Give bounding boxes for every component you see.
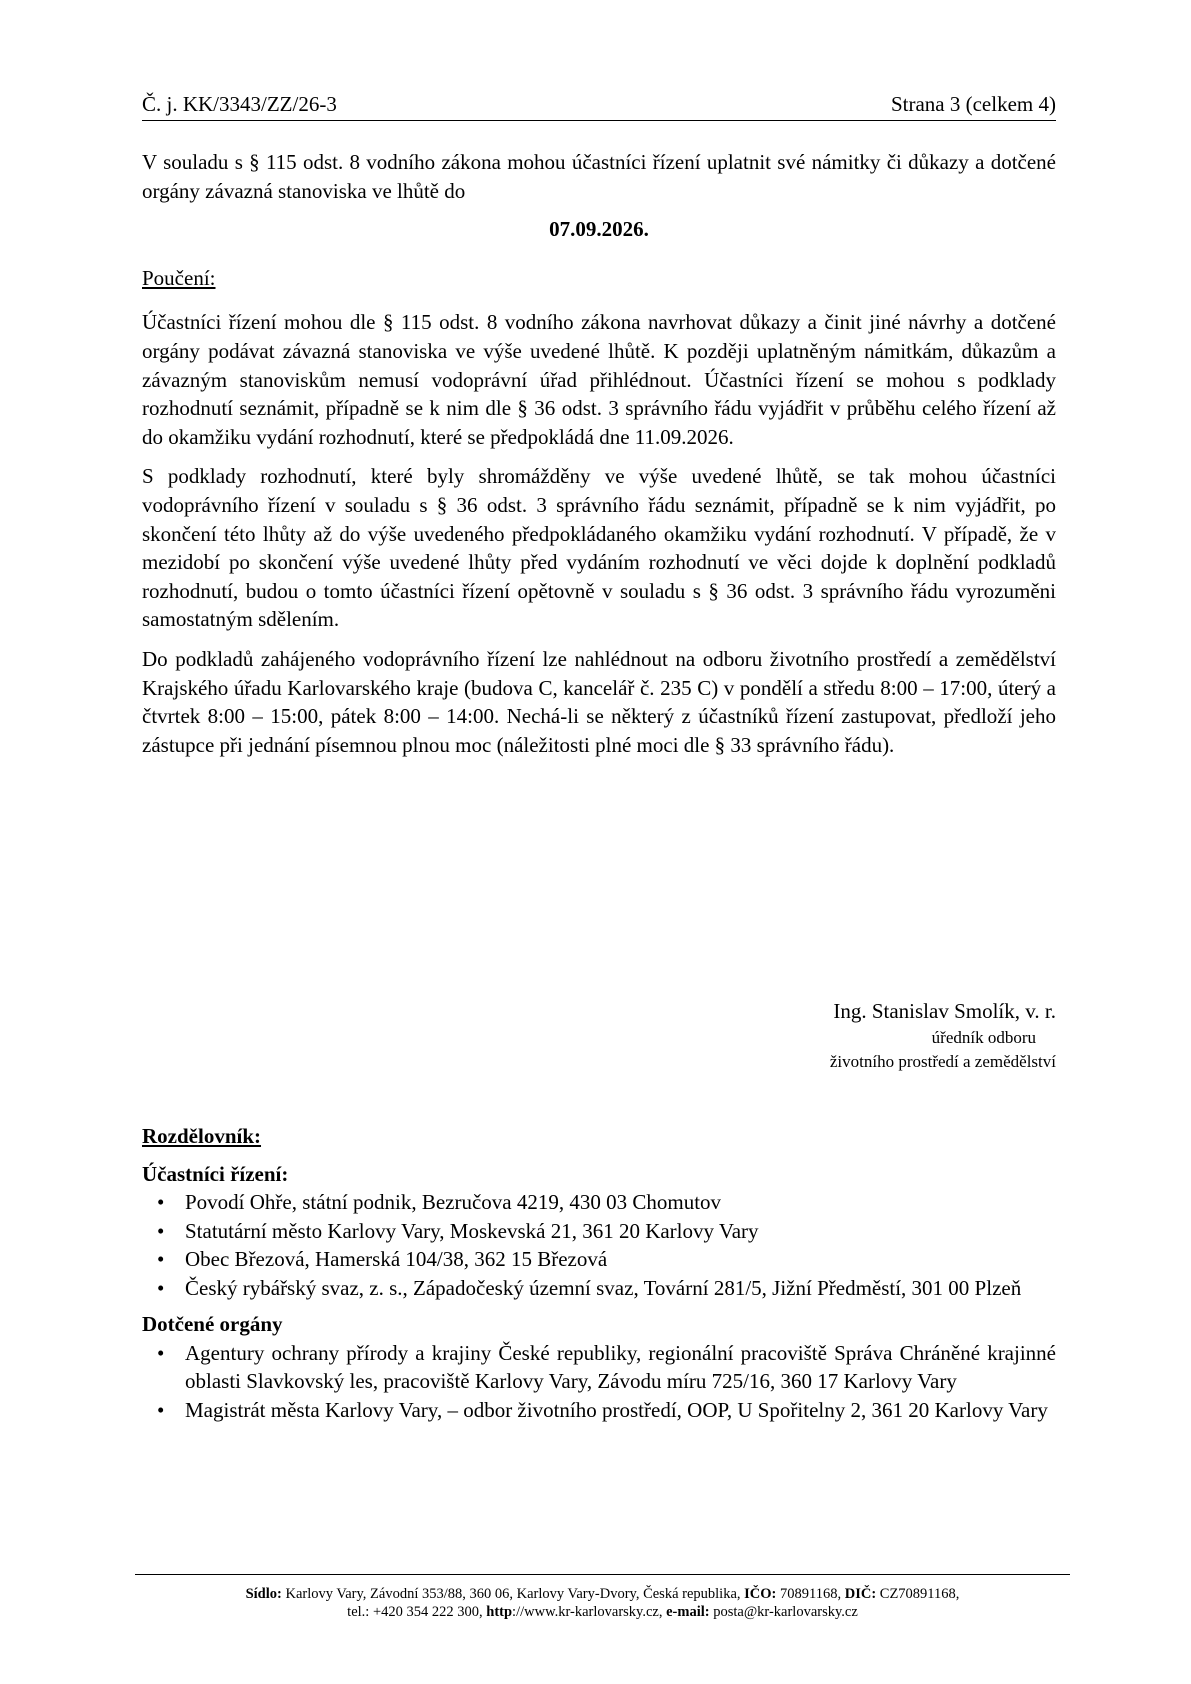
distribution-list bbox=[142, 1122, 1056, 1424]
document-body bbox=[142, 148, 1056, 759]
footer-line-1 bbox=[135, 1585, 1070, 1603]
authorities-list bbox=[142, 1339, 1056, 1425]
page-header bbox=[142, 86, 1056, 121]
footer-line-2 bbox=[135, 1603, 1070, 1621]
email-label: e-mail: bbox=[666, 1604, 710, 1620]
deadline-date: 07.09.2026. bbox=[549, 217, 649, 242]
signatory-department: životního prostředí a zemědělství bbox=[829, 1052, 1056, 1071]
list-item: • Statutární město Karlovy Vary, Moskevská 21, 361 20 Karlovy Vary bbox=[142, 1217, 1056, 1246]
ico-value: 70891168, bbox=[776, 1586, 845, 1602]
intro-paragraph: V souladu s § 115 odst. 8 vodního zákona mohou účastníci řízení uplatnit své námitky či důkazy a dotčené orgány závazná stanoviska ve lhůtě do bbox=[142, 150, 1056, 203]
dic-value: CZ70891168, bbox=[876, 1586, 960, 1602]
seat-label: Sídlo: bbox=[245, 1586, 282, 1602]
seat-text: Karlovy Vary, Závodní 353/88, 360 06, Karlovy Vary-Dvory, Česká republika, bbox=[281, 1586, 745, 1602]
web-link[interactable]: ://www.kr-karlovarsky.cz, bbox=[512, 1604, 667, 1620]
page-number: Strana 3 (celkem 4) bbox=[890, 92, 1056, 116]
signatory-name: Ing. Stanislav Smolík, v. r. bbox=[833, 999, 1056, 1023]
instruction-paragraph: Do podkladů zahájeného vodoprávního řízení lze nahlédnout na odboru životního prostředí a zemědělství Krajského úřadu Karlovarského kraje (budova C, kancelář č. 235 C) v pondělí a středu 8:00 – 17:00, úterý a čtvrtek 8:00 – 15:00, pátek 8:00 – 14:00. Nechá-li se některý z účastníků řízení zastupovat, předloží jeho zástupce při jednání písemnou plnou moc (náležitosti plné moci dle § 33 správního řádu). bbox=[142, 646, 1056, 757]
list-item: • Magistrát města Karlovy Vary, – odbor životního prostředí, OOP, U Spořitelny 2, 361 20 Karlovy Vary bbox=[142, 1396, 1056, 1425]
participants-heading: Účastníci řízení: bbox=[142, 1161, 289, 1186]
list-item: • Povodí Ohře, státní podnik, Bezručova 4219, 430 03 Chomutov bbox=[142, 1188, 1056, 1217]
email-link[interactable]: posta@kr-karlovarsky.cz bbox=[709, 1604, 858, 1620]
instruction-heading: Poučení: bbox=[142, 265, 216, 290]
dic-label: DIČ: bbox=[844, 1586, 877, 1602]
authorities-heading: Dotčené orgány bbox=[142, 1312, 283, 1336]
phone-text: tel.: +420 354 222 300, bbox=[347, 1604, 487, 1620]
reference-number: Č. j. KK/3343/ZZ/26-3 bbox=[142, 92, 337, 116]
ico-label: IČO: bbox=[744, 1586, 777, 1602]
web-label: http bbox=[486, 1604, 513, 1620]
participants-list bbox=[142, 1188, 1056, 1302]
list-item: • Agentury ochrany přírody a krajiny České republiky, regionální pracoviště Správa Chráněné krajinné oblasti Slavkovský les, pracoviště Karlovy Vary, Závodu míru 725/16, 360 17 Karlovy Vary bbox=[142, 1339, 1056, 1396]
signature-block bbox=[830, 996, 1056, 1074]
page-footer bbox=[135, 1574, 1070, 1621]
instruction-paragraph: S podklady rozhodnutí, které byly shromážděny ve výše uvedené lhůtě, se tak mohou účastníci vodoprávního řízení v souladu s § 36 odst. 3 správního řádu seznámit, případně se k nim vyjádřit, po skončení této lhůty až do výše uvedeného předpokládaného okamžiku vydání rozhodnutí. V případě, že v mezidobí po skončení výše uvedené lhůty před vydáním rozhodnutí ve věci dojde k doplnění podkladů rozhodnutí, budou o tomto účastníci řízení opětovně v souladu s § 36 odst. 3 správního řádu vyrozuměni samostatným sdělením. bbox=[142, 464, 1056, 632]
signatory-role: úředník odboru bbox=[931, 1028, 1036, 1047]
distribution-title: Rozdělovník: bbox=[142, 1124, 262, 1148]
list-item: • Český rybářský svaz, z. s., Západočeský územní svaz, Tovární 281/5, Jižní Předměstí, 301 00 Plzeň bbox=[142, 1274, 1056, 1303]
list-item: • Obec Březová, Hamerská 104/38, 362 15 Březová bbox=[142, 1245, 1056, 1274]
instruction-paragraph: Účastníci řízení mohou dle § 115 odst. 8 vodního zákona navrhovat důkazy a činit jiné návrhy a dotčené orgány podávat závazná stanoviska ve výše uvedené lhůtě. K později uplatněným námitkám, důkazům a závazným stanoviskům nemusí vodoprávní úřad přihlédnout. Účastníci řízení se mohou s podklady rozhodnutí seznámit, případně se k nim dle § 36 odst. 3 správního řádu vyjádřit v průběhu celého řízení až do okamžiku vydání rozhodnutí, které se předpokládá dne 11.09.2026. bbox=[142, 310, 1056, 449]
